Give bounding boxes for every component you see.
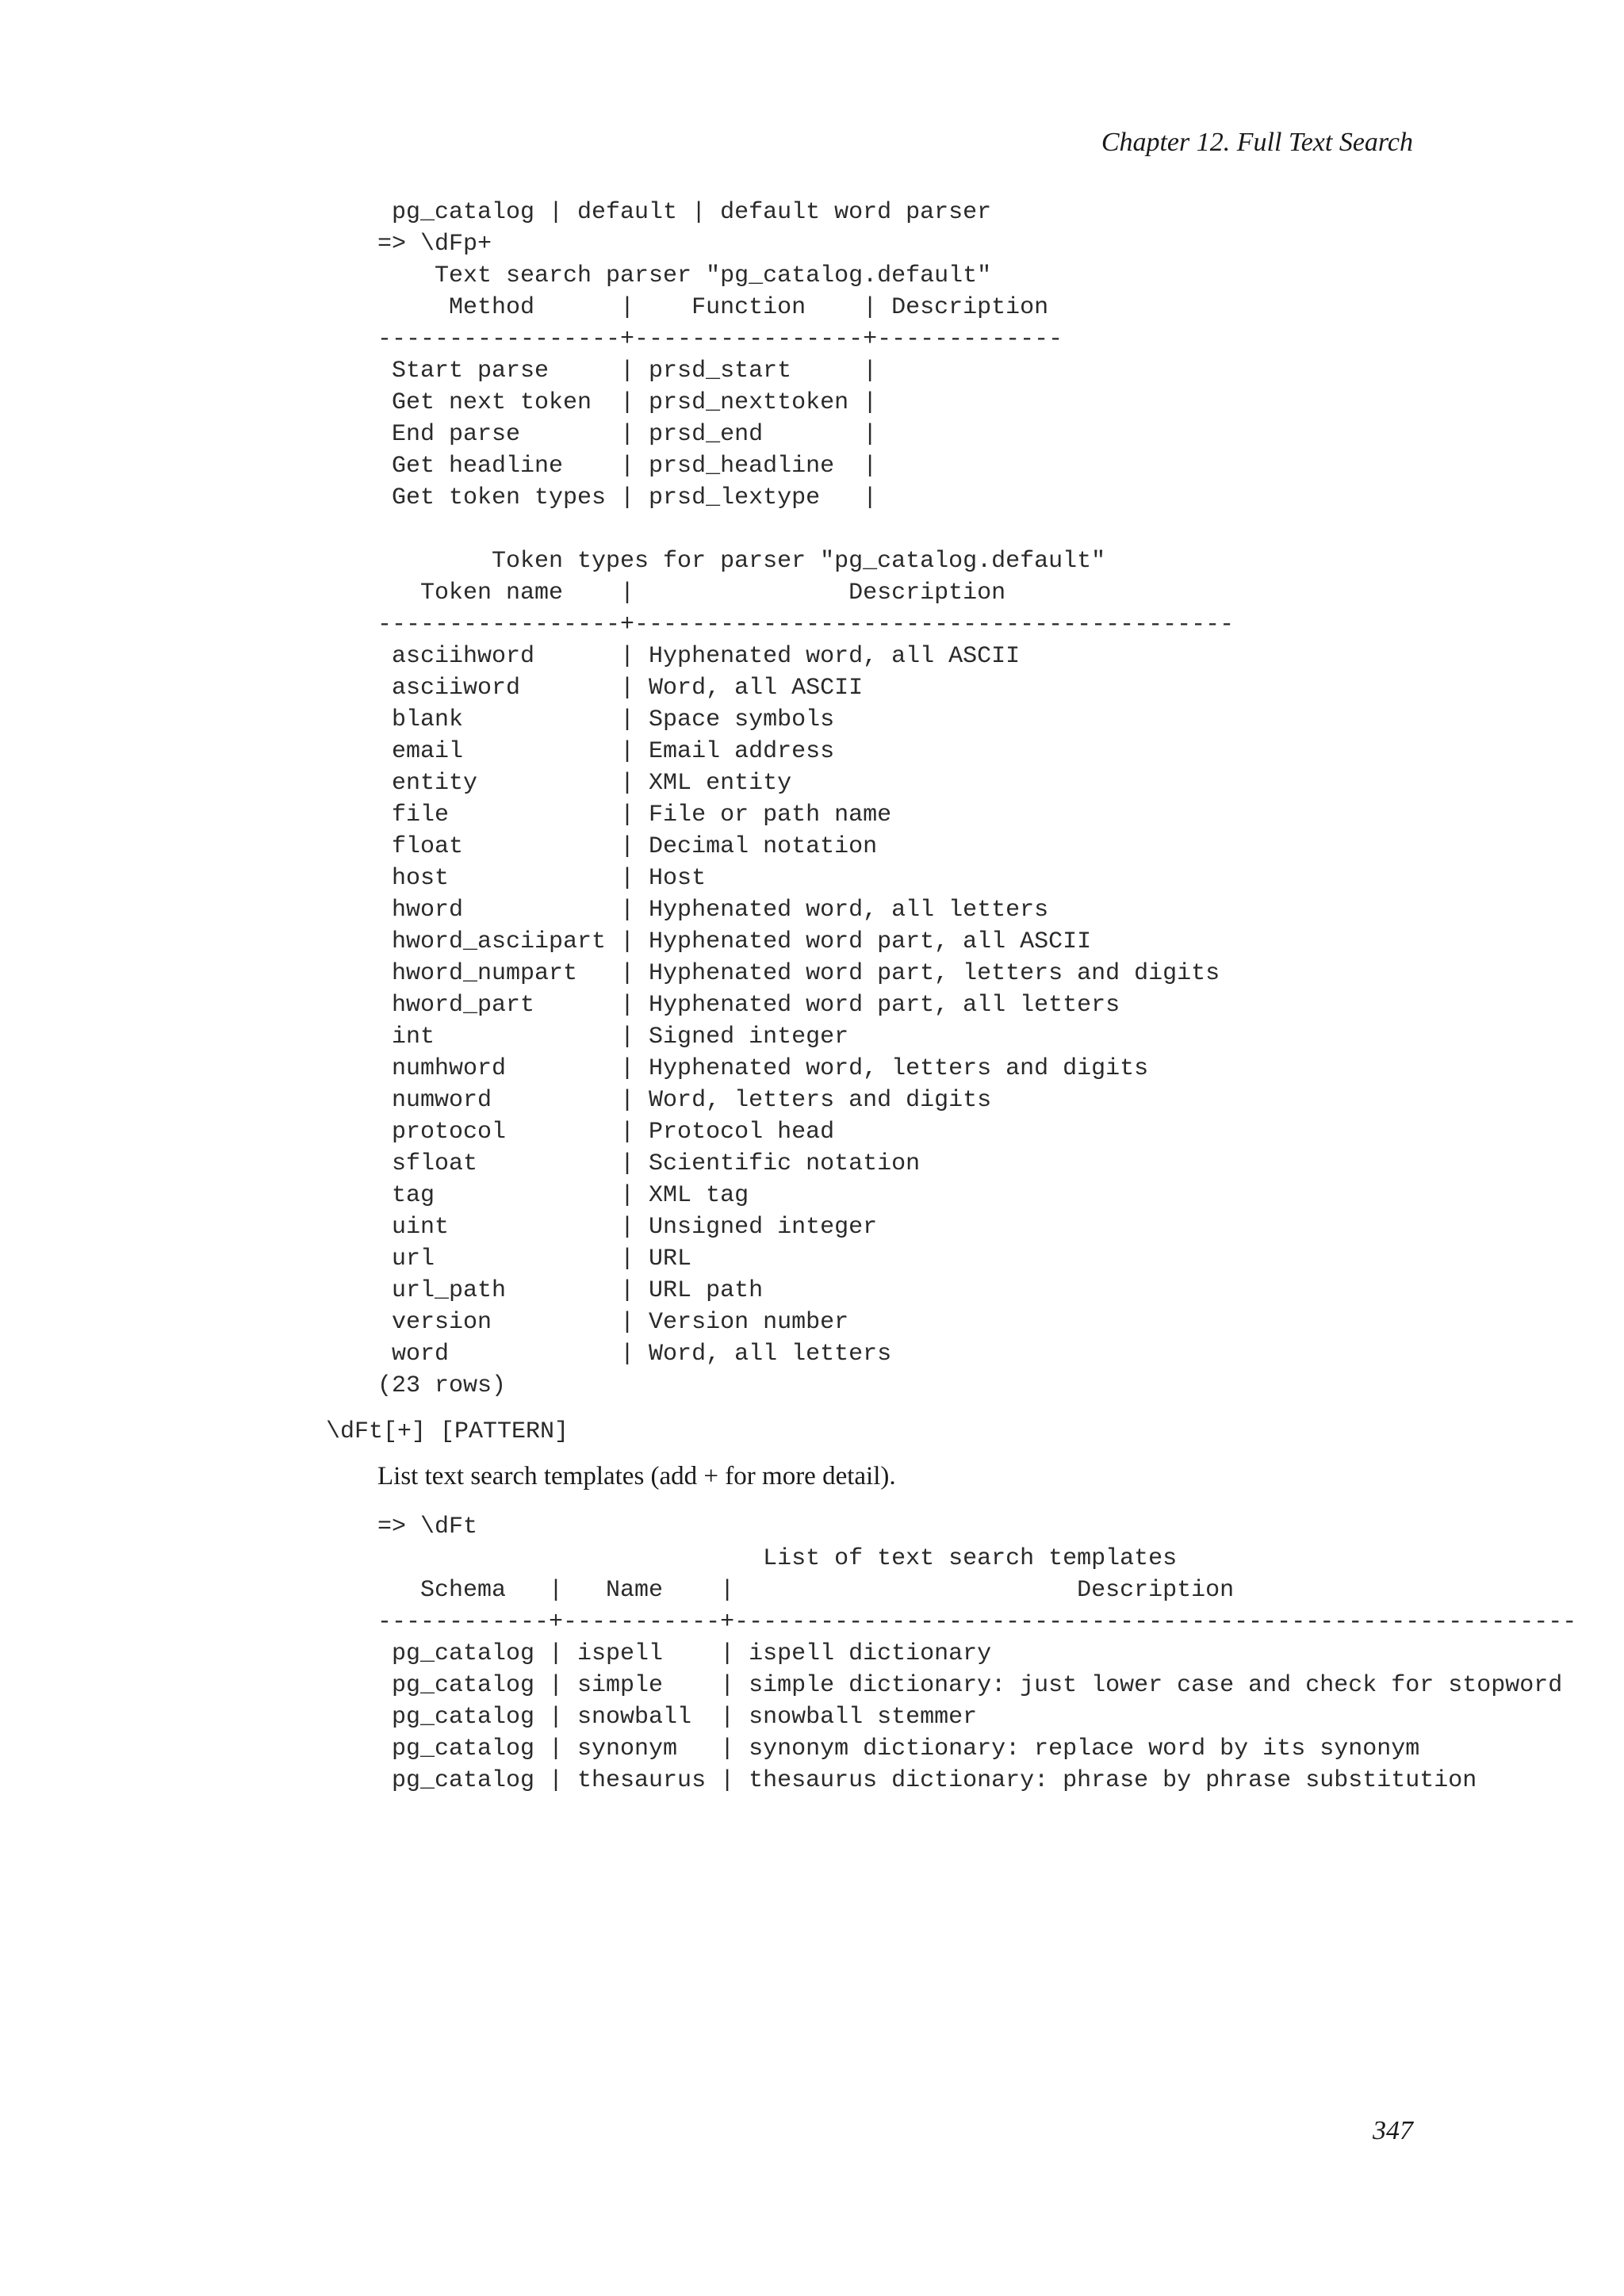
code-line: asciihword | Hyphenated word, all ASCII	[377, 643, 1021, 670]
code-line: hword_part | Hyphenated word part, all letters	[377, 992, 1120, 1019]
code-line: List of text search templates	[377, 1545, 1178, 1572]
code-line: float | Decimal notation	[377, 833, 878, 860]
code-line: tag | XML tag	[377, 1182, 749, 1209]
code-line: hword_asciipart | Hyphenated word part, all ASCII	[377, 928, 1092, 955]
code-line: ------------+-----------+-----------------------------------------------------------	[377, 1609, 1577, 1636]
code-line: pg_catalog | snowball | snowball stemmer	[377, 1704, 978, 1731]
code-line: Token name | Description	[377, 580, 1006, 607]
code-line: Text search parser "pg_catalog.default"	[377, 262, 992, 289]
code-line: uint | Unsigned integer	[377, 1214, 878, 1241]
code-line: pg_catalog | synonym | synonym dictionary: replace word by its synonym	[377, 1735, 1420, 1762]
code-line: protocol | Protocol head	[377, 1119, 835, 1146]
code-line: hword | Hyphenated word, all letters	[377, 897, 1049, 924]
code-line: numhword | Hyphenated word, letters and digits	[377, 1055, 1149, 1082]
code-line: email | Email address	[377, 738, 835, 765]
code-line: End parse | prsd_end |	[377, 421, 878, 448]
code-line: (23 rows)	[377, 1372, 507, 1399]
psql-templates-output	[377, 1511, 1576, 1797]
code-line: hword_numpart | Hyphenated word part, letters and digits	[377, 960, 1220, 987]
code-line: host | Host	[377, 865, 707, 892]
code-line: Get headline | prsd_headline |	[377, 453, 878, 480]
psql-parser-output	[377, 197, 1234, 1402]
code-line: version | Version number	[377, 1309, 849, 1336]
code-line: pg_catalog | ispell | ispell dictionary	[377, 1640, 992, 1667]
code-line: url_path | URL path	[377, 1277, 764, 1304]
code-line: int | Signed integer	[377, 1024, 849, 1050]
code-line: url | URL	[377, 1246, 692, 1272]
code-line: file | File or path name	[377, 802, 892, 828]
code-line: => \dFp+	[377, 231, 492, 258]
code-line: Start parse | prsd_start |	[377, 358, 878, 385]
running-header: Chapter 12. Full Text Search	[1101, 128, 1413, 157]
code-line: Method | Function | Description	[377, 294, 1049, 321]
code-line: Get next token | prsd_nexttoken |	[377, 389, 878, 416]
code-line: pg_catalog | simple | simple dictionary: just lower case and check for stopword	[377, 1672, 1563, 1699]
command-description: List text search templates (add + for more detail).	[377, 1462, 896, 1490]
code-line: pg_catalog | default | default word parser	[377, 199, 992, 226]
code-line: asciiword | Word, all ASCII	[377, 675, 864, 702]
command-term: \dFt[+] [PATTERN]	[326, 1418, 569, 1445]
code-line: sfloat | Scientific notation	[377, 1150, 921, 1177]
code-line: entity | XML entity	[377, 770, 792, 797]
page-number: 347	[1373, 2116, 1413, 2145]
code-line: -----------------+------------------------------------------	[377, 611, 1235, 638]
code-line: word | Word, all letters	[377, 1341, 892, 1368]
code-line: Get token types | prsd_lextype |	[377, 484, 878, 511]
code-line: Token types for parser "pg_catalog.default"	[377, 548, 1106, 575]
code-line: -----------------+----------------+-------------	[377, 326, 1063, 353]
code-line: blank | Space symbols	[377, 706, 835, 733]
code-line: => \dFt	[377, 1513, 478, 1540]
code-line: pg_catalog | thesaurus | thesaurus dictionary: phrase by phrase substitution	[377, 1767, 1477, 1794]
code-line: numword | Word, letters and digits	[377, 1087, 992, 1114]
code-line: Schema | Name | Description	[377, 1577, 1235, 1604]
